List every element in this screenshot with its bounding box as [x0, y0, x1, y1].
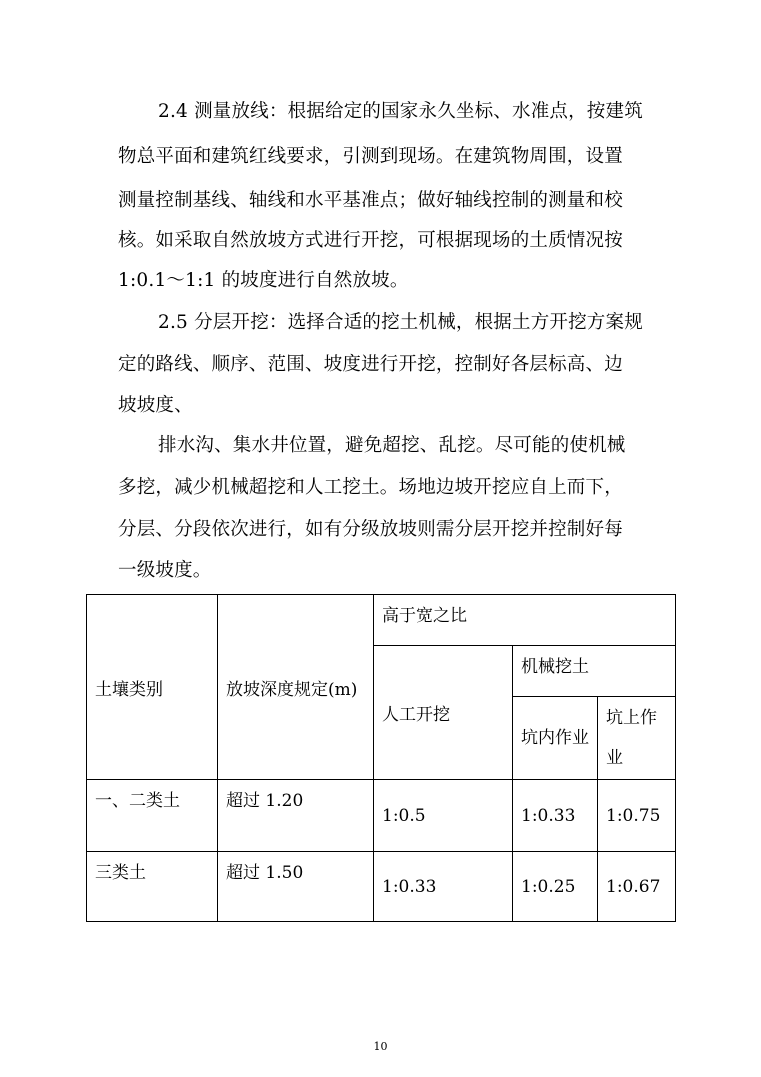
page-number: 10	[373, 1040, 388, 1053]
cell-slope-depth: 超过 1.50	[218, 852, 374, 922]
paragraph-1-line-4: 核。如采取自然放坡方式进行开挖，可根据现场的土质情况按	[118, 230, 623, 251]
paragraph-1-line-1: 2.4 测量放线：根据给定的国家永久坐标、水准点，按建筑	[158, 101, 643, 122]
paragraph-3-line-3: 分层、分段依次进行，如有分级放坡则需分层开挖并控制好每	[118, 519, 623, 540]
paragraph-3-line-2: 多挖，减少机械超挖和人工挖土。场地边坡开挖应自上而下，	[118, 477, 623, 498]
header-height-width-ratio: 高于宽之比	[374, 595, 676, 646]
cell-on-pit-ratio: 1:0.67	[598, 852, 676, 922]
header-on-pit-work: 坑上作业	[598, 697, 676, 780]
cell-manual-ratio: 1:0.33	[374, 852, 513, 922]
cell-in-pit-ratio: 1:0.25	[513, 852, 598, 922]
paragraph-2-line-3: 坡坡度、	[118, 395, 193, 416]
header-soil-type: 土壤类别	[87, 595, 218, 780]
cell-on-pit-ratio: 1:0.75	[598, 780, 676, 852]
cell-slope-depth: 超过 1.20	[218, 780, 374, 852]
paragraph-1-line-5: 1:0.1～1:1 的坡度进行自然放坡。	[118, 270, 409, 291]
header-slope-depth: 放坡深度规定(m)	[218, 595, 374, 780]
table-row	[87, 780, 676, 852]
paragraph-1-line-3: 测量控制基线、轴线和水平基准点；做好轴线控制的测量和校	[118, 190, 623, 211]
header-in-pit-work: 坑内作业	[513, 697, 598, 780]
cell-soil-type: 三类土	[87, 852, 218, 922]
header-machine-excavation: 机械挖土	[513, 646, 676, 697]
paragraph-3-line-1: 排水沟、集水井位置，避免超挖、乱挖。尽可能的使机械	[158, 435, 626, 456]
paragraph-3-line-4: 一级坡度。	[118, 560, 212, 581]
cell-manual-ratio: 1:0.5	[374, 780, 513, 852]
header-manual-excavation: 人工开挖	[374, 646, 513, 780]
cell-soil-type: 一、二类土	[87, 780, 218, 852]
slope-ratio-table	[86, 594, 676, 922]
paragraph-1-line-2: 物总平面和建筑红线要求，引测到现场。在建筑物周围，设置	[118, 146, 623, 167]
paragraph-2-line-1: 2.5 分层开挖：选择合适的挖土机械，根据土方开挖方案规	[158, 312, 643, 333]
paragraph-2-line-2: 定的路线、顺序、范围、坡度进行开挖，控制好各层标高、边	[118, 354, 623, 375]
table-row	[87, 852, 676, 922]
cell-in-pit-ratio: 1:0.33	[513, 780, 598, 852]
